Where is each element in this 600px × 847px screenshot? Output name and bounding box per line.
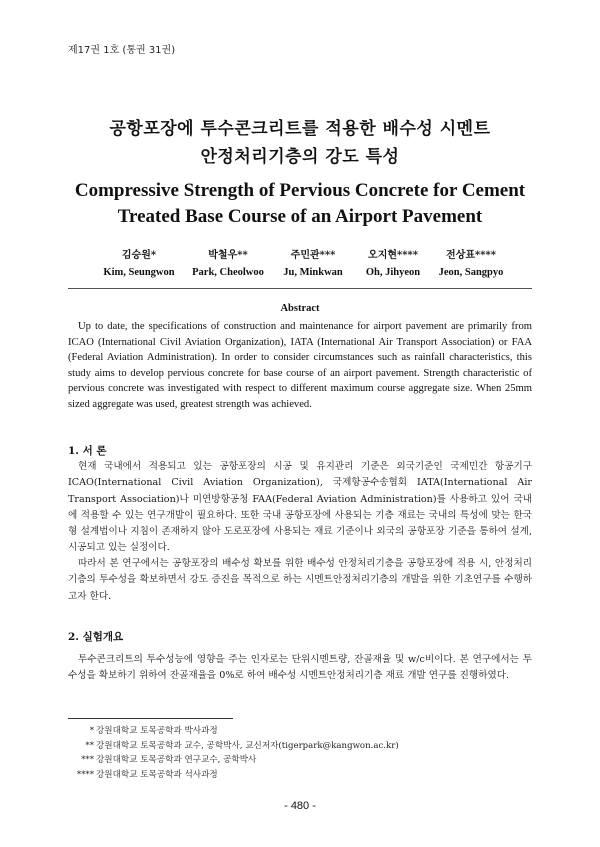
author-name-en: Jeon, Sangpyo	[438, 267, 504, 278]
footnote-mark: ***	[81, 755, 94, 766]
author-name-en: Oh, Jihyeon	[365, 267, 421, 278]
page-number: - 480 -	[284, 800, 316, 812]
author-name-en: Ju, Minkwan	[283, 267, 343, 278]
footnote	[68, 753, 532, 768]
footnotes	[68, 724, 532, 782]
footnote-text: 강원대학교 토목공학과 석사과정	[96, 769, 218, 780]
author-name-kr: 오지현****	[368, 250, 418, 261]
author-name-kr: 주민관***	[290, 250, 336, 261]
footnote-text: 강원대학교 토목공학과 교수, 공학박사, 교신저자(tigerpark@kangwon.ac.kr)	[96, 740, 399, 751]
header-divider	[68, 288, 532, 289]
footnote-mark: **	[85, 740, 94, 751]
author-1	[89, 246, 189, 278]
abstract-heading: Abstract	[280, 303, 320, 314]
author-name-kr: 전상표****	[446, 250, 496, 261]
english-title-line-1: Compressive Strength of Pervious Concrete for Cement	[74, 180, 526, 201]
korean-title-line-2: 안정처리기층의 강도 특성	[200, 147, 400, 167]
footnote-mark: *	[89, 726, 94, 736]
author-name-en: Kim, Seungwon	[103, 267, 175, 278]
english-title-line-2: Treated Base Course of an Airport Pavement	[117, 206, 483, 227]
footnote	[68, 768, 532, 783]
author-name-en: Park, Cheolwoo	[192, 267, 264, 278]
footnote-text: 강원대학교 토목공학과 연구교수, 공학박사	[96, 755, 257, 766]
paragraph: 따라서 본 연구에서는 공항포장의 배수성 확보를 위한 배수성 안정처리기층을 공항포장에 적용 시, 안정처리기층의 투수성을 확보하면서 강도 증진을 목적으로 하는 시멘트안정처리기층의 개발을 위한 기초연구를 수행하고자 한다.	[68, 558, 532, 602]
author-name-kr: 박철우**	[208, 250, 248, 261]
footnote	[68, 724, 532, 739]
author-name-kr: 김승원*	[121, 250, 157, 261]
journal-issue-info: 제17권 1호 (통권 31권)	[68, 45, 176, 56]
abstract-body: Up to date, the specifications of construction and maintenance for airport pavement are primarily from ICAO (International Civil Aviation Organization), IATA (International Air Transport Association) or FAA (Federal Aviation Administration). In order to consider circumstances such as rainfall characteristics, this study aims to develop pervious concrete for base course of an airport pavement. Strength characteristic of pervious concrete was investigated with respect to different maximum course aggregate size. When 25mm sized aggregate was used, greatest strength was achieved.	[68, 321, 532, 410]
footnote	[68, 739, 532, 754]
footnote-mark: ****	[76, 769, 94, 780]
paragraph: 투수콘크리트의 투수성능에 영향을 주는 인자로는 단위시멘트량, 잔골재율 및 w/c비이다. 본 연구에서는 투수성을 확보하기 위하여 잔골재율을 0%로 하여 배수성 시멘트안정처리기층 재료 개발 연구를 진행하였다.	[68, 654, 532, 682]
footnote-divider	[68, 718, 233, 719]
footnote-text: 강원대학교 토목공학과 박사과정	[96, 726, 218, 736]
korean-title-line-1: 공항포장에 투수콘크리트를 적용한 배수성 시멘트	[109, 119, 491, 139]
section-heading-introduction: 1. 서 론	[68, 445, 107, 457]
paragraph: 현재 국내에서 적용되고 있는 공항포장의 시공 및 유지관리 기준은 외국기준인 국제민간 항공기구 ICAO(International Civil Aviation Organization), 국제항공수송협회 IATA(International Air Transport Association)나 미연방항공청 FAA(Federal Aviation Administration)를 사용하고 있어 국내에 적용할 수 있는 연구개발이 필요하다. 또한 국내 공항포장에 사용되는 기층 재료는 국내의 특성에 맞는 한국형 설계법이나 지침이 존재하지 않아 도로포장에 사용되는 재료 기준이나 외국의 공항포장 기준을 통하여 설계, 시공되고 있는 실정이다.	[68, 461, 532, 554]
author-5	[421, 246, 521, 278]
section-heading-experiment: 2. 실험개요	[68, 631, 124, 643]
